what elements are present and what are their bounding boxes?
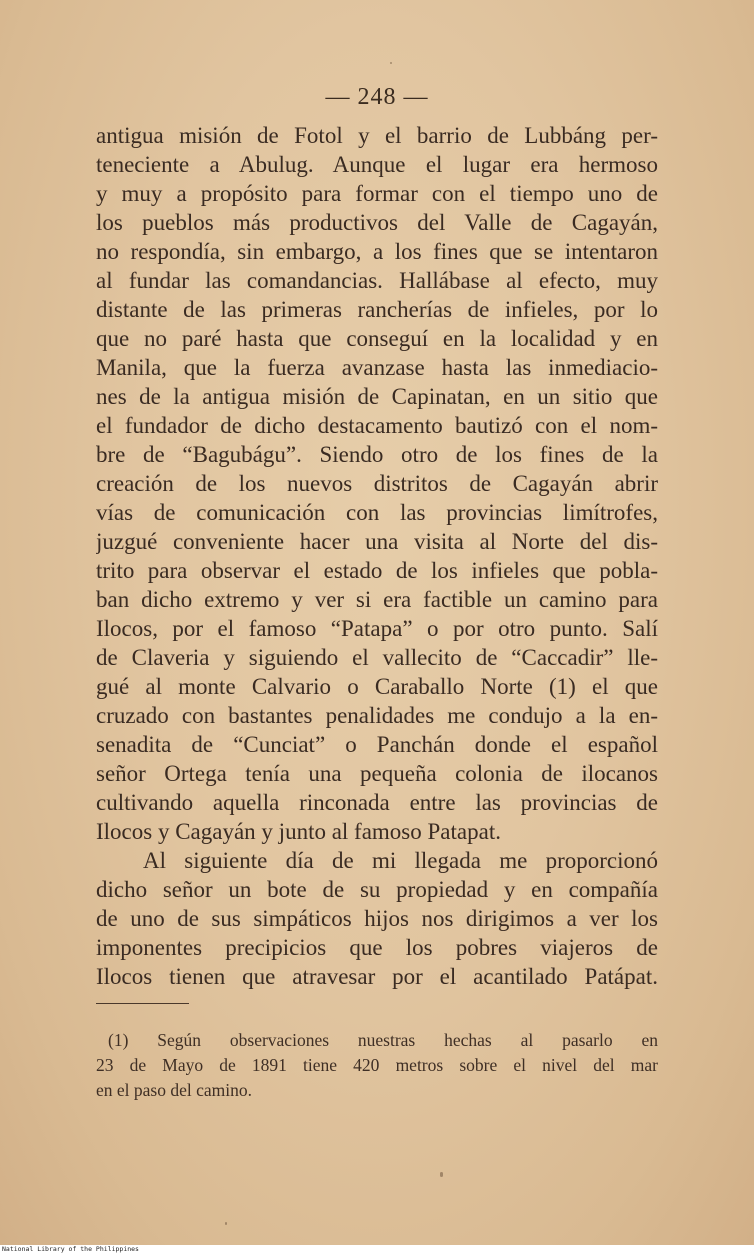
text-line: no respondía, sin embargo, a los fines que se intentaron [96,239,658,264]
text-line: al fundar las comandancias. Hallábase al efecto, muy [96,268,658,293]
text-line: Manila, que la fuerza avanzase hasta las inmediacio- [96,355,658,380]
text-line: los pueblos más productivos del Valle de Cagayán, [96,210,658,235]
text-line: antigua misión de Fotol y el barrio de Lubbáng per- [96,123,658,148]
text-line: cultivando aquella rinconada entre las provincias de [96,790,658,815]
footnote [96,1028,658,1103]
footnote-line: (1) Según observaciones nuestras hechas al pasarlo en [108,1030,658,1050]
text-line: cruzado con bastantes penalidades me condujo a la en- [96,703,658,728]
text-line: de Claveria y siguiendo el vallecito de “Caccadir” lle- [96,645,658,670]
text-line: bre de “Bagubágu”. Siendo otro de los fines de la [96,442,658,467]
footnote-line: en el paso del camino. [96,1080,252,1100]
text-line: vías de comunicación con las provincias limítrofes, [96,500,658,525]
watermark-strip [0,1245,754,1253]
text-line: ban dicho extremo y ver si era factible un camino para [96,587,658,612]
text-line: que no paré hasta que conseguí en la localidad y en [96,326,658,351]
text-line: señor Ortega tenía una pequeña colonia de ilocanos [96,761,658,786]
page-number: — 248 — [325,84,429,110]
text-line: Ilocos tienen que atravesar por el acantilado Patápat. [96,964,658,989]
text-line: de uno de sus simpáticos hijos nos dirigimos a ver los [96,906,658,931]
paragraph-first-line: Al siguiente día de mi llegada me proporcionó [143,848,658,873]
footnote-separator [96,1003,189,1004]
text-line: senadita de “Cunciat” o Panchán donde el español [96,732,658,757]
text-line: nes de la antigua misión de Capinatan, en un sitio que [96,384,658,409]
text-line: teneciente a Abulug. Aunque el lugar era hermoso [96,152,658,177]
text-line: Ilocos y Cagayán y junto al famoso Patapat. [96,819,501,844]
text-line: imponentes precipicios que los pobres viajeros de [96,935,658,960]
body-text [96,121,658,991]
text-line: trito para observar el estado de los infieles que pobla- [96,558,658,583]
library-watermark: National Library of the Philippines [2,1245,139,1253]
paper-speck [390,62,392,64]
text-line: y muy a propósito para formar con el tiempo uno de [96,181,658,206]
footnote-line: 23 de Mayo de 1891 tiene 420 metros sobre el nivel del mar [96,1055,658,1075]
text-line: dicho señor un bote de su propiedad y en compañía [96,877,658,902]
text-line: distante de las primeras rancherías de infieles, por lo [96,297,658,322]
text-line: gué al monte Calvario o Caraballo Norte (1) el que [96,674,658,699]
paper-speck [225,1222,227,1225]
paper-speck [440,1172,443,1177]
text-line: creación de los nuevos distritos de Cagayán abrir [96,471,658,496]
text-line: el fundador de dicho destacamento bautizó con el nom- [96,413,658,438]
text-line: Ilocos, por el famoso “Patapa” o por otro punto. Salí [96,616,658,641]
text-line: juzgué conveniente hacer una visita al Norte del dis- [96,529,658,554]
